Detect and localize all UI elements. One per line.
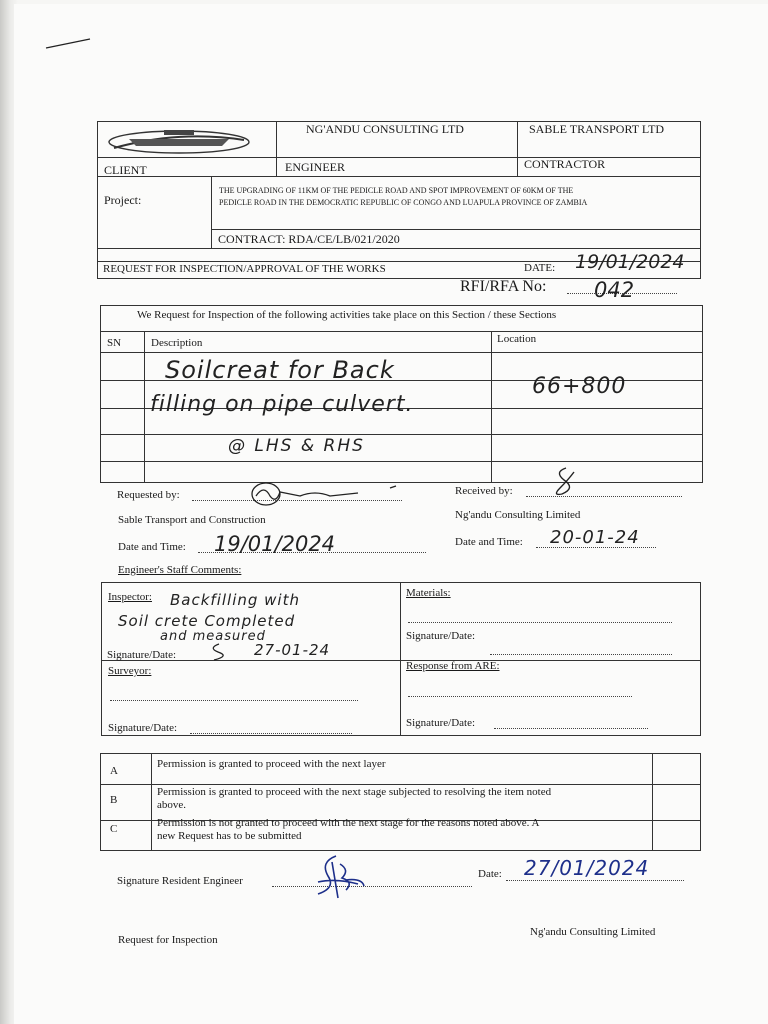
permission-a-code: A bbox=[110, 765, 118, 777]
footer-date-value: 27/01/2024 bbox=[524, 856, 650, 880]
requested-date-value: 19/01/2024 bbox=[214, 532, 336, 556]
requested-by-signature bbox=[240, 478, 410, 510]
location-value: 66+800 bbox=[532, 374, 627, 399]
inspector-signature-date: 27-01-24 bbox=[254, 641, 331, 659]
client-label: CLIENT bbox=[104, 163, 147, 177]
inspector-comment-2: Soil crete Completed bbox=[118, 612, 296, 630]
col-sn: SN bbox=[107, 337, 122, 349]
inspector-comment-1: Backfilling with bbox=[170, 591, 300, 609]
permission-c-text-2: new Request has to be submitted bbox=[157, 830, 302, 842]
received-date-value: 20-01-24 bbox=[550, 527, 640, 548]
description-line-3: @ LHS & RHS bbox=[228, 436, 365, 456]
col-location: Location bbox=[497, 333, 537, 345]
resident-engineer-signature-label: Signature Resident Engineer bbox=[117, 875, 243, 887]
permission-b-code: B bbox=[110, 794, 118, 806]
rfi-value: 042 bbox=[594, 278, 635, 302]
contractor-label: CONTRACTOR bbox=[524, 157, 606, 171]
requested-date-label: Date and Time: bbox=[118, 541, 186, 553]
project-line-2: PEDICLE ROAD IN THE DEMOCRATIC REPUBLIC OF CONGO AND LUAPULA PROVINCE OF ZAMBIA bbox=[219, 198, 588, 207]
inspector-signature-label: Signature/Date: bbox=[107, 649, 177, 661]
date-label: DATE: bbox=[524, 262, 556, 274]
inspector-label: Inspector: bbox=[108, 591, 152, 603]
footer-left-text: Request for Inspection bbox=[118, 934, 218, 946]
surveyor-label: Surveyor: bbox=[108, 665, 152, 677]
contractor-company: SABLE TRANSPORT LTD bbox=[529, 122, 665, 136]
project-line-1: THE UPGRADING OF 11KM OF THE PEDICLE ROAD AND SPOT IMPROVEMENT OF 60KM OF THE bbox=[219, 186, 574, 195]
permission-a-text: Permission is granted to proceed with the next layer bbox=[157, 758, 386, 770]
engineer-company: NG'ANDU CONSULTING LTD bbox=[306, 122, 464, 136]
engineer-label: ENGINEER bbox=[285, 160, 345, 174]
permission-b-text: Permission is granted to proceed with the next stage subjected to resolving the item noted bbox=[157, 786, 552, 798]
surveyor-signature-label: Signature/Date: bbox=[108, 722, 178, 734]
resident-engineer-signature bbox=[306, 852, 370, 906]
client-logo bbox=[104, 124, 254, 158]
inspector-signature bbox=[204, 642, 234, 662]
requested-by-company: Sable Transport and Construction bbox=[118, 514, 266, 526]
footer-right-text: Ng'andu Consulting Limited bbox=[530, 926, 656, 938]
received-by-company: Ng'andu Consulting Limited bbox=[455, 509, 581, 521]
are-signature-label: Signature/Date: bbox=[406, 717, 476, 729]
permission-c-text: Permission is not granted to proceed with the next stage for the reasons noted above. A bbox=[157, 817, 540, 829]
description-line-2: filling on pipe culvert. bbox=[150, 392, 414, 417]
materials-signature-label: Signature/Date: bbox=[406, 630, 476, 642]
permission-c-code: C bbox=[110, 823, 118, 835]
inspector-comment-3: and measured bbox=[160, 629, 266, 644]
received-by-signature bbox=[548, 464, 584, 500]
col-description: Description bbox=[151, 337, 203, 349]
are-label: Response from ARE: bbox=[406, 660, 500, 672]
request-title: REQUEST FOR INSPECTION/APPROVAL OF THE WORKS bbox=[103, 263, 386, 275]
materials-label: Materials: bbox=[406, 587, 451, 599]
date-value: 19/01/2024 bbox=[575, 251, 685, 273]
received-date-label: Date and Time: bbox=[455, 536, 523, 548]
description-line-1: Soilcreat for Back bbox=[165, 356, 395, 384]
pen-mark bbox=[44, 36, 94, 50]
comments-heading: Engineer's Staff Comments: bbox=[118, 564, 242, 576]
footer-date-label: Date: bbox=[478, 868, 502, 880]
received-by-label: Received by: bbox=[455, 485, 513, 497]
permission-b-text-2: above. bbox=[157, 799, 187, 811]
requested-by-label: Requested by: bbox=[117, 489, 180, 501]
inspection-heading: We Request for Inspection of the following activities take place on this Section / these Sections bbox=[137, 309, 557, 321]
contract-number: CONTRACT: RDA/CE/LB/021/2020 bbox=[218, 232, 400, 246]
project-label: Project: bbox=[104, 193, 142, 207]
rfi-label: RFI/RFA No: bbox=[460, 278, 547, 295]
